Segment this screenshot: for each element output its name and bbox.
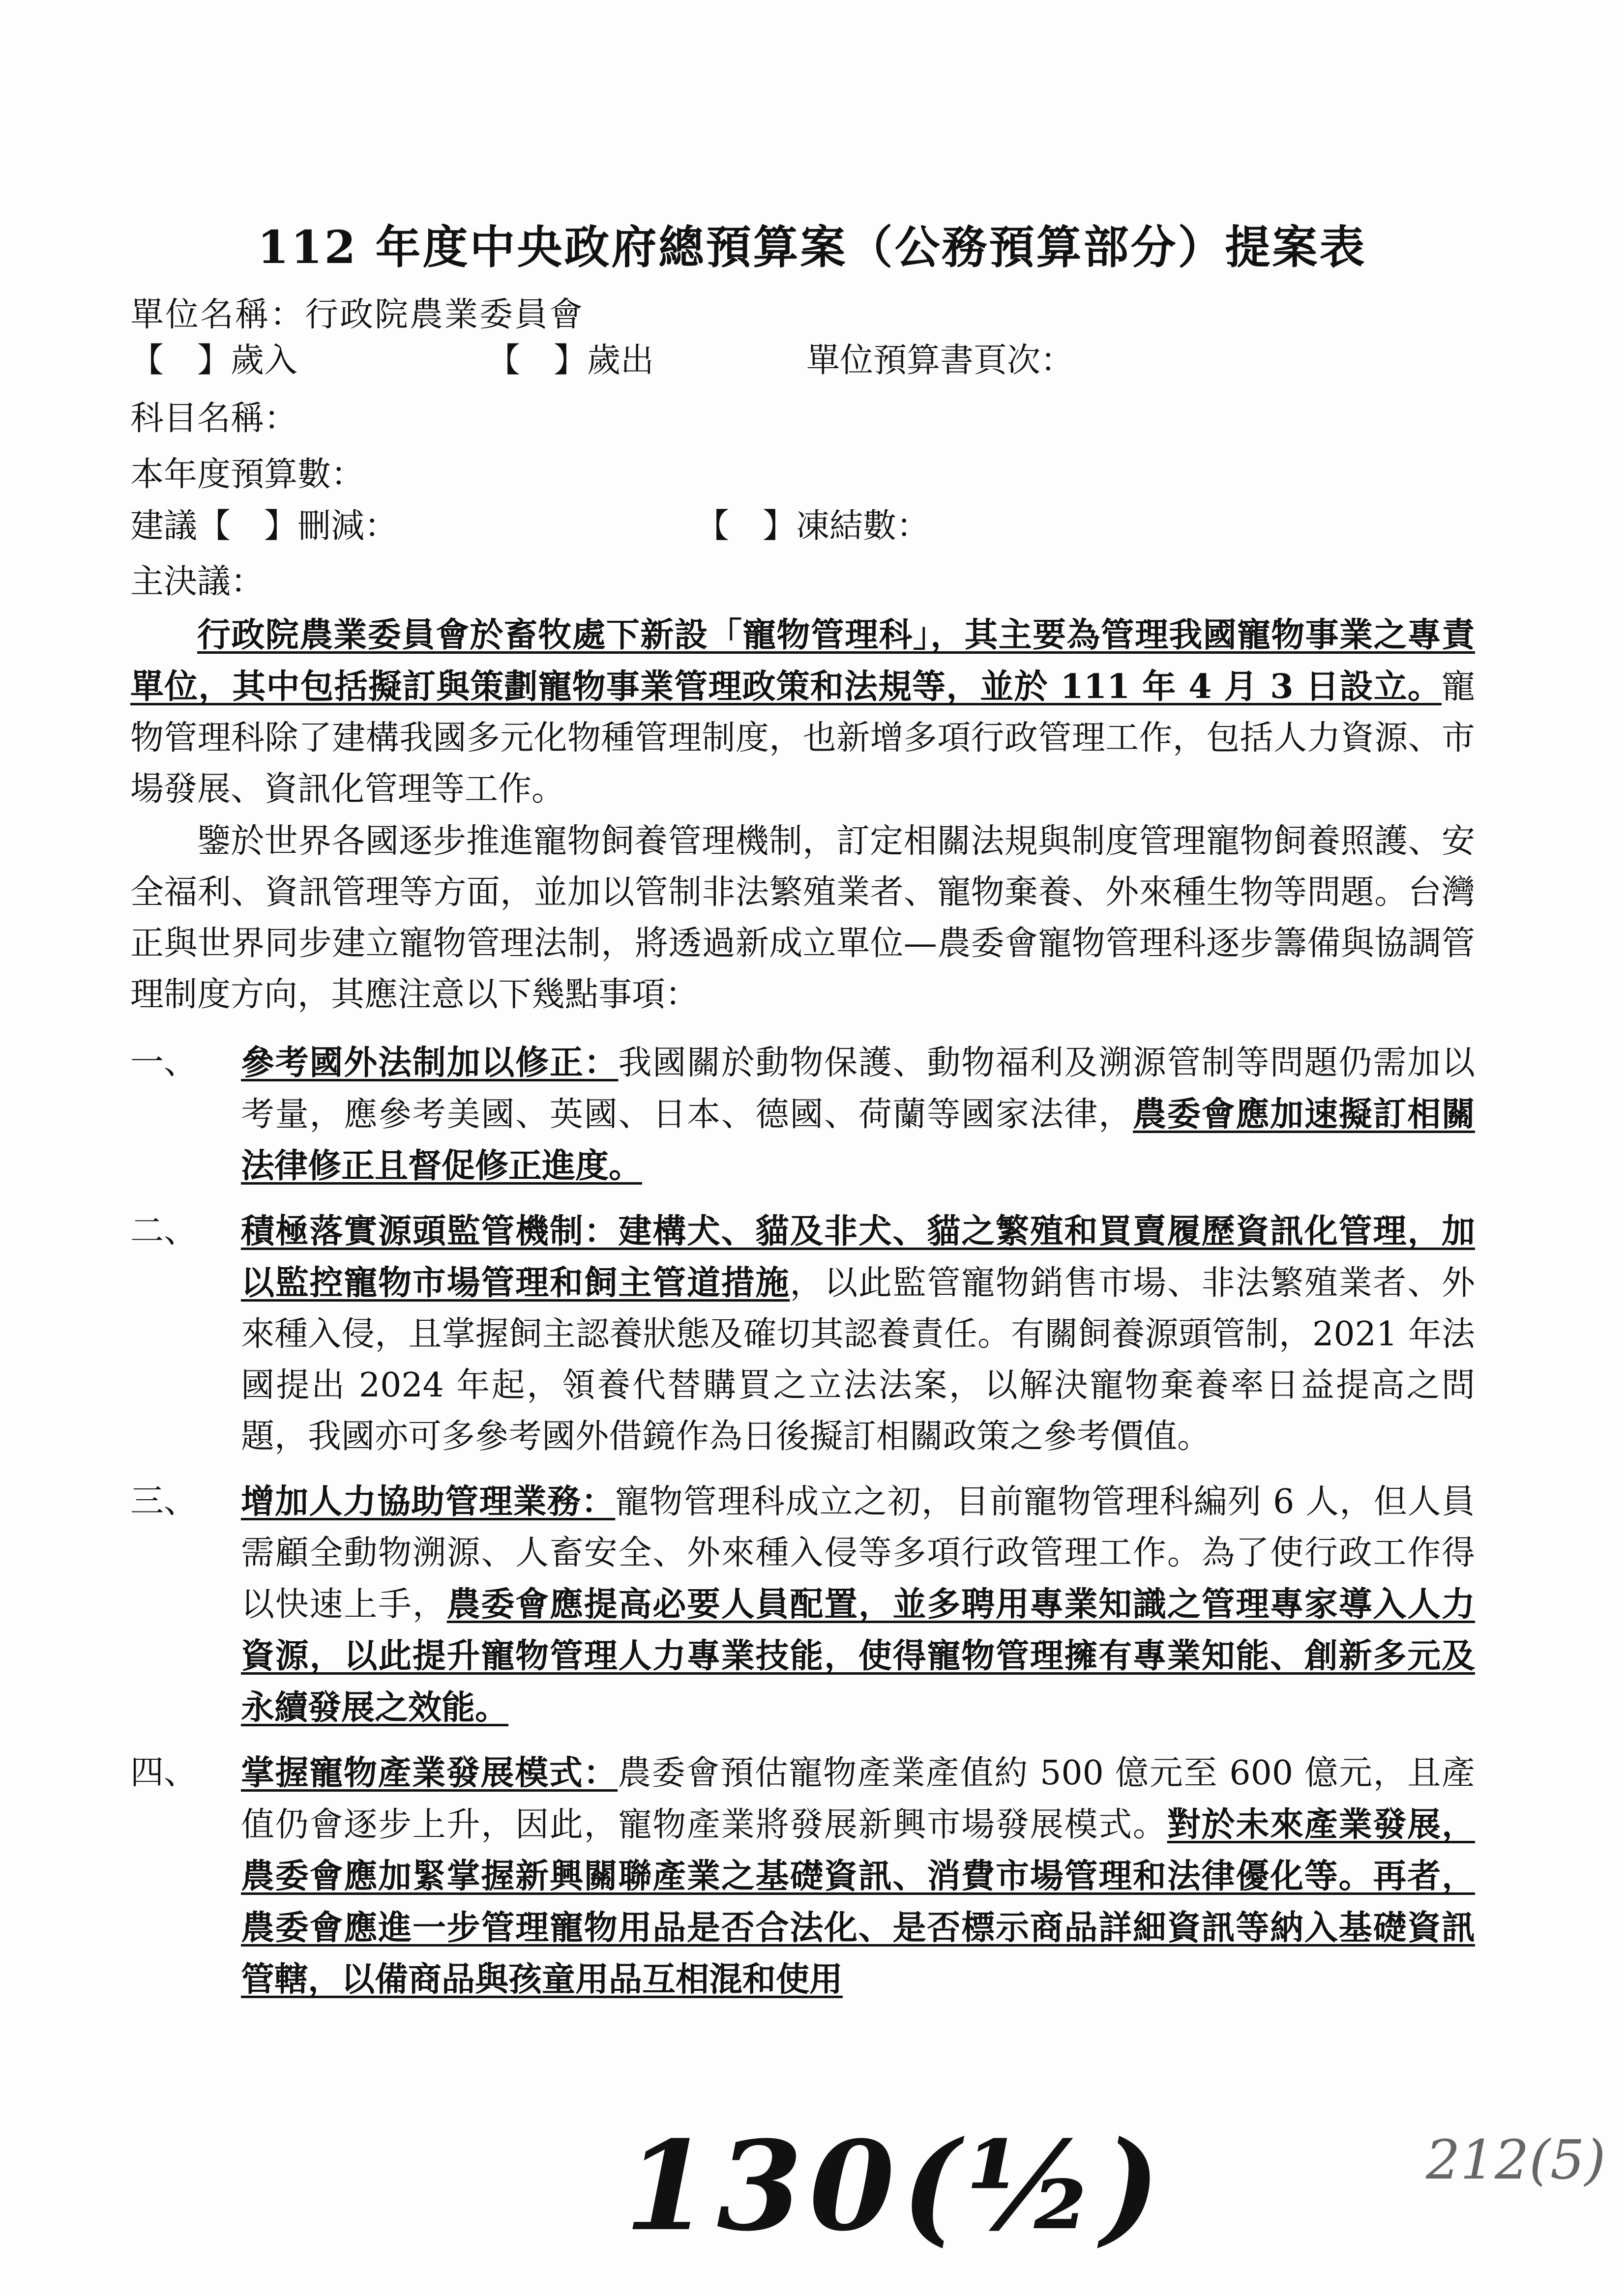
item-heading: 增加人力協助管理業務： — [241, 1482, 616, 1521]
budget-amount-field: 本年度預算數： — [130, 455, 365, 494]
item-heading: 掌握寵物產業發展模式： — [241, 1753, 618, 1793]
item-text: 農委會預估寵物產業產值約 500 億元至 600 億元，且產值仍會逐步上升，因此，寵物產業將發展新興市場發展模式。 — [241, 1754, 1475, 1844]
item-emphasis: 建構犬、貓及非犬、貓之繁殖和買賣履歷資訊化管理，加以監控寵物市場管理和飼主管道措施 — [241, 1212, 1475, 1303]
intro-emphasis: 行政院農業委員會於畜牧處下新設「寵物管理科」，其主要為管理我國寵物事業之專責單位，其中包括擬訂與策劃寵物事業管理政策和法規等，並於 111 年 4 月 3 日設立。 — [130, 615, 1475, 706]
item-tail: ，以此監管寵物銷售市場、非法繁殖業者、外來種入侵，且掌握飼主認養狀態及確切其認養責任。有關飼養源頭管制，2021 年法國提出 2024 年起，領養代替購買之立法法案，以解決寵物棄養率日益提高之問題，我國亦可多參考國外借鏡作為日後擬訂相關政策之參考價值。 — [241, 1264, 1475, 1456]
revenue-checkbox-label: 【 】歲入 — [130, 341, 298, 380]
item-number: 四、 — [130, 1753, 198, 1792]
handwritten-side-note: 212(5) — [1426, 2128, 1606, 2191]
item-body — [241, 1747, 1475, 2005]
list-item — [130, 1476, 1475, 1734]
list-item — [130, 1747, 1475, 2005]
intro-text: 寵物管理科除了建構我國多元化物種管理制度，也新增多項行政管理工作，包括人力資源、市場發展、資訊化管理等工作。 — [130, 668, 1475, 809]
unit-name-field: 單位名稱：行政院農業委員會 — [130, 295, 585, 334]
budget-page-ref-field: 單位預算書頁次： — [806, 341, 1074, 380]
recommendation-list — [130, 1037, 1475, 2019]
intro-paragraph-1 — [130, 610, 1475, 815]
item-body — [241, 1476, 1475, 1734]
resolution-label: 主決議： — [130, 562, 265, 601]
list-item — [130, 1037, 1475, 1192]
handwritten-page-number: 130(½) — [624, 2114, 1167, 2258]
item-text: 我國關於動物保護、動物福利及溯源管制等問題仍需加以考量，應參考美國、英國、日本、德國、荷蘭等國家法律， — [241, 1044, 1475, 1134]
intro-paragraph-2: 鑒於世界各國逐步推進寵物飼養管理機制，訂定相關法規與制度管理寵物飼養照護、安全福利、資訊管理等方面，並加以管制非法繁殖業者、寵物棄養、外來種生物等問題。台灣正與世界同步建立寵物管理法制，將透過新成立單位—農委會寵物管理科逐步籌備與協調管理制度方向，其應注意以下幾點事項： — [130, 822, 1475, 1014]
item-heading: 積極落實源頭監管機制： — [241, 1212, 619, 1251]
expenditure-checkbox-label: 【 】歲出 — [487, 341, 654, 380]
item-number: 二、 — [130, 1212, 198, 1250]
item-number: 一、 — [130, 1043, 198, 1082]
freeze-amount-field: 【 】凍結數： — [696, 507, 930, 546]
item-body — [241, 1037, 1475, 1192]
item-emphasis: 對於未來產業發展，農委會應加緊掌握新興關聯產業之基礎資訊、消費市場管理和法律優化等。再者，農委會應進一步管理寵物用品是否合法化、是否標示商品詳細資訊等納入基礎資訊管轄，以備商品與孩童用品互相混和使用 — [241, 1805, 1475, 1999]
item-emphasis: 農委會應提高必要人員配置，並多聘用專業知識之管理專家導入人力資源，以此提升寵物管理人力專業技能，使得寵物管理擁有專業知能、創新多元及永續發展之效能。 — [241, 1585, 1475, 1727]
item-body — [241, 1206, 1475, 1462]
item-heading: 參考國外法制加以修正： — [241, 1043, 619, 1082]
subject-name-field: 科目名稱： — [130, 399, 298, 438]
item-emphasis: 農委會應加速擬訂相關法律修正且督促修正進度。 — [241, 1095, 1475, 1186]
cut-amount-field: 建議【 】刪減： — [130, 507, 398, 546]
item-text: 寵物管理科成立之初，目前寵物管理科編列 6 人，但人員需顧全動物溯源、人畜安全、外來種入侵等多項行政管理工作。為了使行政工作得以快速上手， — [241, 1482, 1475, 1624]
item-number: 三、 — [130, 1482, 198, 1521]
page-title: 112 年度中央政府總預算案（公務預算部分）提案表 — [257, 221, 1367, 274]
list-item — [130, 1206, 1475, 1462]
